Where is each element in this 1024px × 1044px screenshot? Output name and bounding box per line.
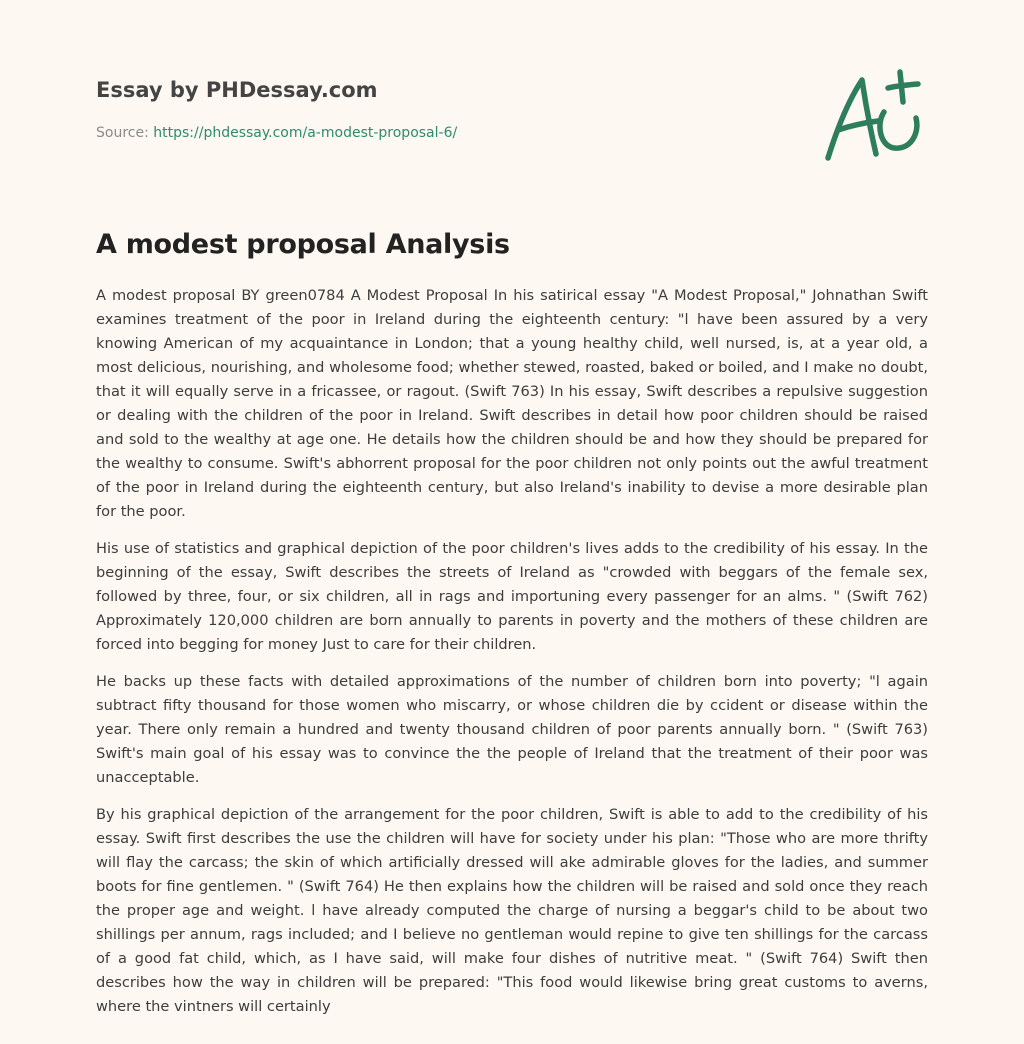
source-line: [96, 123, 796, 143]
essay-paragraph: A modest proposal BY green0784 A Modest Proposal In his satirical essay "A Modest Proposal," Johnathan Swift examines treatment of the poor in Ireland during the eighteenth century: "l have been assured by a very knowing American of my acquaintance in London; that a young healthy child, well nursed, is, at a year old, a most delicious, nourishing, and wholesome food; whether stewed, roasted, baked or boiled, and I make no doubt, that it will equally serve in a fricassee, or ragout. (Swift 763) In his essay, Swift describes a repulsive suggestion or dealing with the children of the poor in Ireland. Swift describes in detail how poor children should be raised and sold to the wealthy at age one. He details how the children should be and how they should be prepared for the wealthy to consume. Swift's abhorrent proposal for the poor children not only points out the awful treatment of the poor in Ireland during the eighteenth century, but also Ireland's inability to devise a more desirable plan for the poor.: [96, 287, 928, 520]
source-link[interactable]: https://phdessay.com/a-modest-proposal-6/: [153, 125, 458, 141]
a-plus-grade-icon: [820, 66, 930, 166]
source-label: Source:: [96, 125, 154, 141]
essay-paragraph: His use of statistics and graphical depiction of the poor children's lives adds to the credibility of his essay. In the beginning of the essay, Swift describes the streets of Ireland as "crowded with beggars of the female sex, followed by three, four, or six children, all in rags and importuning every passenger for an alms. " (Swift 762) Approximately 120,000 children are born annually to parents in poverty and the mothers of these children are forced into begging for money Just to care for their children.: [96, 540, 928, 653]
essay-paragraph: By his graphical depiction of the arrangement for the poor children, Swift is able to add to the credibility of his essay. Swift first describes the use the children will have for society under his plan: "Those who are more thrifty will flay the carcass; the skin of which artificially dressed will ake admirable gloves for the ladies, and summer boots for fine gentlemen. " (Swift 764) He then explains how the children will be raised and sold once they reach the proper age and weight. l have already computed the charge of nursing a beggar's child to be about two shillings per annum, rags included; and I believe no gentleman would repine to give ten shillings for the carcass of a good fat child, which, as I have said, will make four dishes of nutritive meat. " (Swift 764) Swift then describes how the way in children will be prepared: "This food would likewise bring great customs to averns, where the vintners will certainly: [96, 806, 928, 1015]
essay-body: [96, 284, 928, 1032]
site-name: Essay by PHDessay.com: [96, 78, 378, 102]
essay-paragraph: He backs up these facts with detailed approximations of the number of children born into poverty; "l again subtract fifty thousand for those women who miscarry, or whose children die by ccident or disease within the year. There only remain a hundred and twenty thousand children of poor parents annually born. " (Swift 763) Swift's main goal of his essay was to convince the the people of Ireland that the treatment of their poor was unacceptable.: [96, 673, 928, 786]
essay-title: A modest proposal Analysis: [96, 229, 510, 260]
page-header: [96, 76, 796, 143]
